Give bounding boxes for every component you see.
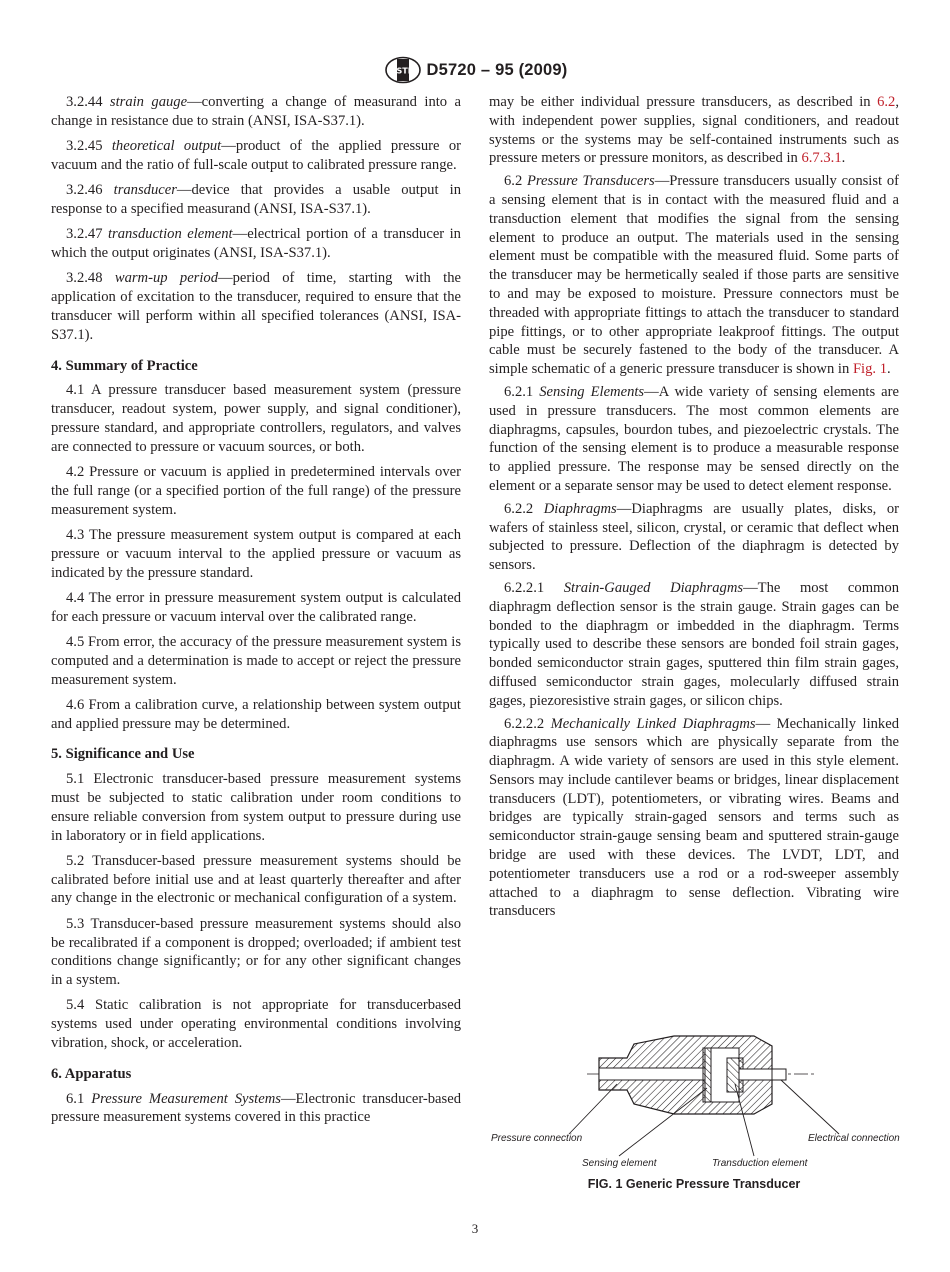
paragraph-6-1: 6.1 Pressure Measurement Systems—Electronic transducer-based pressure measurement systems covered in this practice <box>51 1090 461 1126</box>
paragraph-6-1-continued: may be either individual pressure transducers, as described in 6.2, with independent power supplies, signal conditioners, and readout systems or the systems may be self-contained instruments such as pressure meters or pressure monitors, as described in 6.7.3.1. <box>489 94 899 167</box>
link-section-6-2[interactable]: 6.2 <box>877 94 896 110</box>
paragraph-6-2: 6.2 Pressure Transducers—Pressure transducers usually consist of a sensing element that is in contact with the measured fluid and a transduction element that modifies the signal from the sensing element to produce an output. The materials used in the sensing element must be compatible with the measured fluid. Some parts of the transducer may be hermetically sealed if those parts are sensitive to and may be exposed to moisture. Pressure connectors must be threaded with appropriate fittings to attach the transducer to standard pipe fittings, or to other appropriate leakproof fittings. The output cable must be securely fastened to the body of the transducer. A simple schematic of a generic pressure transducer is shown in Fig. 1. <box>489 173 899 378</box>
paragraph-5-4: 5.4 Static calibration is not appropriate for transducerbased systems used under operating environmental conditions involving vibration, shock, or acceleration. <box>51 997 461 1052</box>
section-heading-4: 4. Summary of Practice <box>51 357 198 374</box>
page-number: 3 <box>471 1221 479 1236</box>
paragraph-4-1: 4.1 A pressure transducer based measurement system (pressure transducer, readout system, power supply, and signal conditioner), pressure standard, and appropriate controllers, regulators, and valves are connected to pressure or vacuum sources, or both. <box>51 382 461 455</box>
label-sensing-element: Sensing element <box>582 1158 657 1169</box>
figure-caption: FIG. 1 Generic Pressure Transducer <box>587 1177 801 1191</box>
document-id: D5720 – 95 (2009) <box>426 60 568 79</box>
pressure-transducer-diagram <box>489 1022 899 1172</box>
paragraph-4-4: 4.4 The error in pressure measurement system output is calculated for each pressure or vacuum interval over the calibrated range. <box>51 589 461 625</box>
definition-3-2-46: 3.2.46 transducer—device that provides a usable output in response to a specified measurand (ANSI, ISA-S37.1). <box>51 182 461 217</box>
definition-3-2-45: 3.2.45 theoretical output—product of the applied pressure or vacuum and the ratio of full-scale output to calibrated pressure range. <box>51 138 462 173</box>
paragraph-5-3: 5.3 Transducer-based pressure measurement systems should also be recalibrated if a component is dropped; overloaded; if ambient test conditions change significantly; or for any other significant changes in a system. <box>51 915 461 989</box>
label-transduction-element: Transduction element <box>712 1158 808 1169</box>
section-heading-5: 5. Significance and Use <box>51 746 195 763</box>
section-heading-6: 6. Apparatus <box>51 1065 132 1082</box>
paragraph-4-2: 4.2 Pressure or vacuum is applied in predetermined intervals over the full range (or a specified portion of the full range) of the pressure measurement system. <box>51 464 461 518</box>
paragraph-4-5: 4.5 From error, the accuracy of the pressure measurement system is computed and a determination is made to accept or reject the pressure measurement system. <box>51 633 461 688</box>
definition-3-2-44: 3.2.44 strain gauge—converting a change of measurand into a change in resistance due to strain (ANSI, ISA-S37.1). <box>51 94 461 129</box>
paragraph-6-2-1: 6.2.1 Sensing Elements—A wide variety of sensing elements are used in pressure transducers. The most common elements are diaphragms, capsules, bourdon tubes, and piezoelectric crystals. The function of the sensing element is to produce a measurable response to applied pressure. The response may be sensed directly on the element or a separate sensor may be used to detect element response. <box>489 383 899 494</box>
paragraph-6-2-2-2: 6.2.2.2 Mechanically Linked Diaphragms— Mechanically linked diaphragms use sensors which are physically separate from the diaphragm. A wide variety of sensors are used in this style element. Sensors may include cantilever beams or bridges, linear displacement transducers (LDT), potentiometers, or vibrating wires. Beams and bridges are typically strain-gaged sensors and terms such as semiconductor strain-gauge sensing beam and sputtered strain-gauge bridge are used with these devices. The LVDT, LDT, and potentiometer transducers use a rod or a rod-sweeper assembly attached to a diaphragm to sense deflection. Vibrating wire transducers <box>489 715 899 920</box>
paragraph-6-2-2: 6.2.2 Diaphragms—Diaphragms are usually plates, disks, or wafers of stainless steel, silicon, crystal, or ceramic that deflect when subjected to pressure. Deflection of the diaphragm is detected by sensors. <box>489 500 899 574</box>
svg-text:ASTM: ASTM <box>389 66 416 76</box>
definition-3-2-47: 3.2.47 transduction element—electrical portion of a transducer in which the output originates (ANSI, ISA-S37.1). <box>51 226 461 262</box>
right-column <box>489 93 899 925</box>
figure-1 <box>489 1022 899 1197</box>
paragraph-6-2-2-1: 6.2.2.1 Strain-Gauged Diaphragms—The most common diaphragm deflection sensor is the strain gauge. Strain gages can be bonded to the diaphragm or imbedded in the diaphragm. Terms typically used to describe these sensors are bonded foil strain gages, bonded semiconductor strain gages, sputtered thin film strain gages, diffused semiconductor strain gages, molecularly diffused strain gages, piezoresistive strain gages, or silicon chips. <box>489 579 899 709</box>
paragraph-4-6: 4.6 From a calibration curve, a relationship between system output and applied pressure may be determined. <box>51 696 461 732</box>
link-section-6-7-3-1[interactable]: 6.7.3.1 <box>801 150 842 167</box>
link-fig-1[interactable]: Fig. 1 <box>852 361 887 378</box>
label-pressure-connection: Pressure connection <box>491 1133 583 1144</box>
definition-3-2-48: 3.2.48 warm-up period—period of time, starting with the application of excitation to the transducer, required to ensure that the transducer will perform within all specified tolerances (ANSI, ISA-S37.1). <box>51 270 461 343</box>
astm-logo-icon <box>383 56 423 84</box>
label-electrical-connection: Electrical connection <box>808 1133 900 1144</box>
paragraph-5-2: 5.2 Transducer-based pressure measurement systems should be calibrated before initial use and at least quarterly thereafter and after any change in the electronic or mechanical configuration of a system. <box>51 852 461 907</box>
paragraph-4-3: 4.3 The pressure measurement system output is compared at each pressure or vacuum interval to the applied pressure or vacuum as indicated by the pressure standard. <box>51 526 461 581</box>
paragraph-5-1: 5.1 Electronic transducer-based pressure measurement systems must be subjected to static calibration under room conditions to ensure reliable conversion from system output to pressure during use in laboratory or in field applications. <box>51 771 461 844</box>
page-header <box>0 56 950 84</box>
left-column <box>51 93 461 1134</box>
